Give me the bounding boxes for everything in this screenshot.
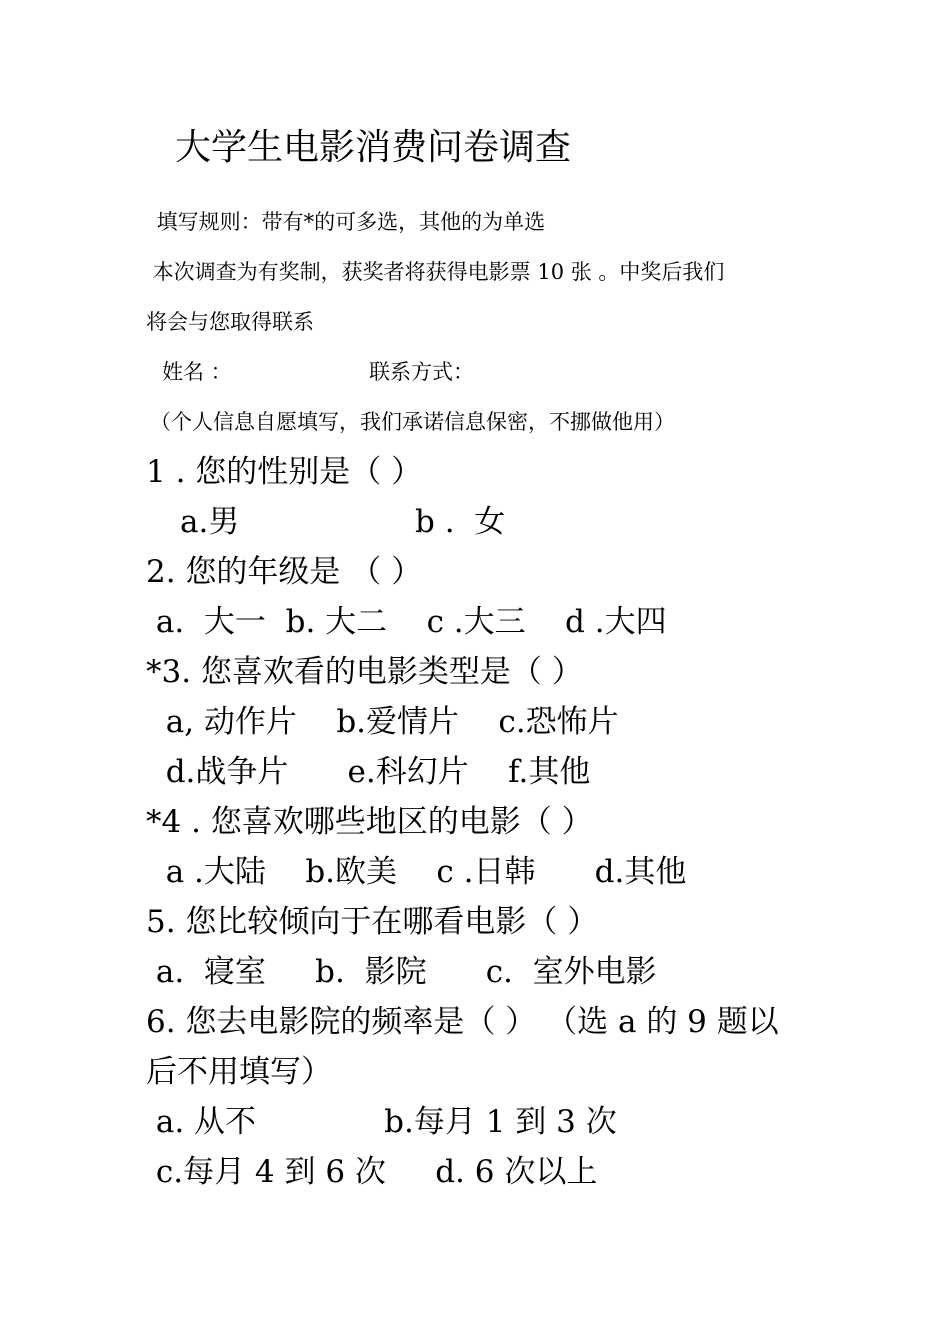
- name-label: 姓名 ：: [162, 360, 232, 384]
- contact-label: 联系方式：: [369, 360, 474, 384]
- prize-notice: 本次调查为有奖制，获奖者将获得电影票 10 张 。中奖后我们: [146, 260, 725, 284]
- question-6-options-row1: a. 从不 b.每月 1 到 3 次: [146, 1104, 617, 1140]
- question-3-options-row2: d.战争片 e.科幻片 f.其他: [146, 754, 591, 790]
- question-1-option-b: b . 女: [415, 504, 506, 540]
- question-4-options: a .大陆 b.欧美 c .日韩 d.其他: [146, 854, 687, 890]
- question-6-continued: 后不用填写）: [146, 1054, 332, 1090]
- question-3-options-row1: a, 动作片 b.爱情片 c.恐怖片: [146, 704, 619, 740]
- question-1-option-a: a.男: [180, 504, 240, 540]
- question-3: *3. 您喜欢看的电影类型是（ ）: [146, 654, 583, 690]
- question-6: 6. 您去电影院的频率是（ ） （选 a 的 9 题以: [146, 1004, 779, 1040]
- question-5: 5. 您比较倾向于在哪看电影（ ）: [146, 904, 599, 940]
- prize-notice-continued: 将会与您取得联系: [146, 310, 314, 334]
- question-5-options: a. 寝室 b. 影院 c. 室外电影: [146, 954, 657, 990]
- question-2-options: a. 大一 b. 大二 c .大三 d .大四: [146, 604, 667, 640]
- fill-rules: 填写规则：带有*的可多选，其他的为单选: [150, 210, 546, 234]
- privacy-note: （个人信息自愿填写，我们承诺信息保密，不挪做他用）: [150, 410, 675, 434]
- question-1: 1 . 您的性别是（ ）: [146, 454, 423, 490]
- page-title: 大学生电影消费问卷调查: [175, 127, 572, 168]
- question-6-options-row2: c.每月 4 到 6 次 d. 6 次以上: [146, 1154, 598, 1190]
- question-4: *4 . 您喜欢哪些地区的电影（ ）: [146, 804, 593, 840]
- question-2: 2. 您的年级是 （ ）: [146, 554, 423, 590]
